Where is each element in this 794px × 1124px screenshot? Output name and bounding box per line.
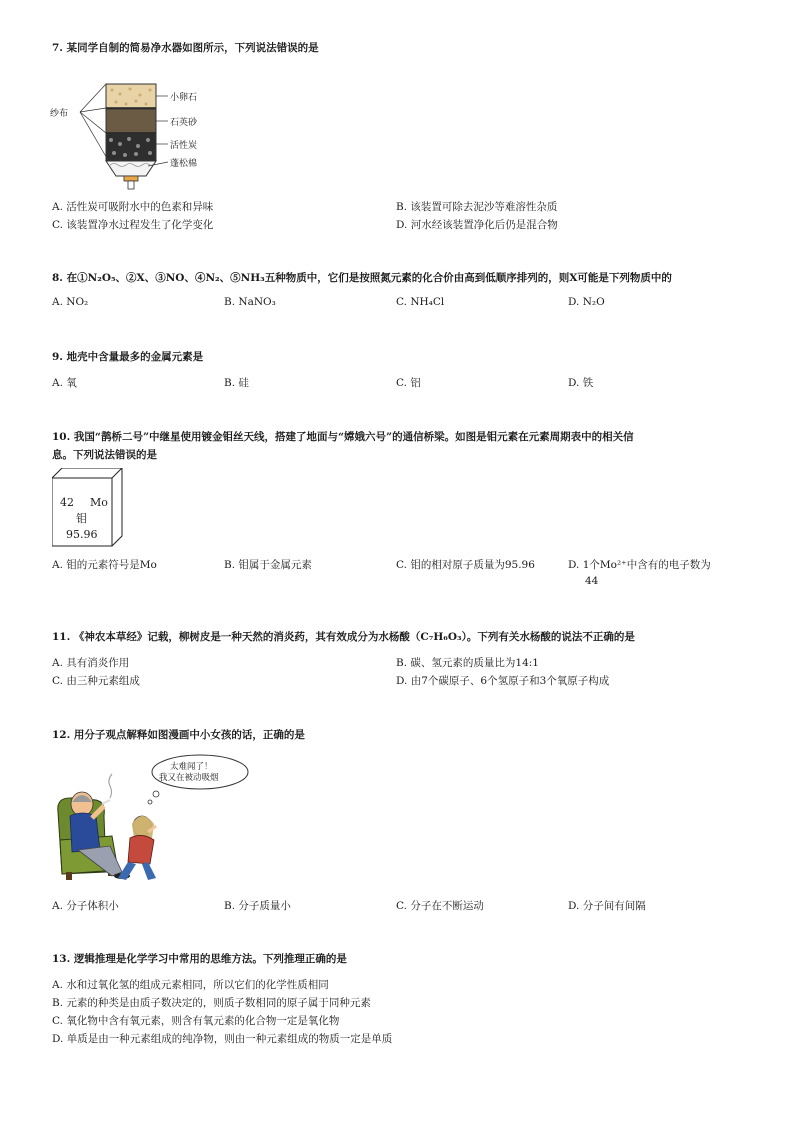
q13-option-c: C. 氧化物中含有氧元素，则含有氧元素的化合物一定是氧化物	[52, 1015, 340, 1027]
q10-stem-line1: 10. 我国“鹊桥二号”中继星使用镀金钼丝天线，搭建了地面与“嫦娥六号”的通信桥梁。如图是钼元素在元素周期表中的相关信	[52, 431, 634, 443]
q7-option-c: C. 该装置净水过程发生了化学变化	[52, 219, 214, 231]
q8-stem: 8. 在①N₂O₅、②X、③NO、④N₂、⑤NH₃五种物质中，它们是按照氮元素的化合价由高到低顺序排列的，则X可能是下列物质中的	[52, 272, 672, 284]
q11-option-a: A. 具有消炎作用	[52, 657, 130, 669]
q12-option-d: D. 分子间有间隔	[568, 900, 646, 912]
q9-option-b: B. 硅	[224, 377, 249, 389]
smoking-cartoon	[52, 752, 252, 887]
q13-option-d: D. 单质是由一种元素组成的纯净物，则由一种元素组成的物质一定是单质	[52, 1033, 393, 1045]
q7-stem: 7. 某同学自制的简易净水器如图所示，下列说法错误的是	[52, 42, 319, 54]
carbon-label: 活性炭	[170, 141, 198, 151]
element-mass: 95.96	[66, 528, 98, 541]
speech-bubble-line2: 我又在被动吸烟	[159, 773, 219, 783]
q10-option-b: B. 钼属于金属元素	[224, 559, 312, 571]
q11-stem: 11. 《神农本草经》记载，柳树皮是一种天然的消炎药，其有效成分为水杨酸（C₇H₆O₃）。下列有关水杨酸的说法不正确的是	[52, 631, 635, 643]
q11-option-c: C. 由三种元素组成	[52, 675, 140, 687]
q9-option-d: D. 铁	[568, 377, 594, 389]
q13-option-b: B. 元素的种类是由质子数决定的，则质子数相同的原子属于同种元素	[52, 997, 371, 1009]
q7-option-b: B. 该装置可除去泥沙等难溶性杂质	[396, 201, 558, 213]
q8-option-c: C. NH₄Cl	[396, 296, 445, 308]
q7-option-a: A. 活性炭可吸附水中的色素和异味	[52, 201, 214, 213]
q8-option-a: A. NO₂	[52, 296, 89, 308]
cotton-label: 蓬松棉	[170, 159, 198, 169]
q8-option-b: B. NaNO₃	[224, 296, 276, 308]
gauze-label: 纱布	[50, 109, 69, 119]
q12-stem: 12. 用分子观点解释如图漫画中小女孩的话，正确的是	[52, 729, 305, 741]
q9-option-c: C. 铝	[396, 377, 421, 389]
q12-option-a: A. 分子体积小	[52, 900, 119, 912]
speech-bubble-line1: 太难闻了！	[170, 762, 213, 772]
q13-stem: 13. 逻辑推理是化学学习中常用的思维方法。下列推理正确的是	[52, 953, 347, 965]
q10-option-d: D. 1个Mo²⁺中含有的电子数为	[568, 559, 711, 571]
element-number: 42	[60, 496, 74, 509]
q7-option-d: D. 河水经该装置净化后仍是混合物	[396, 219, 558, 231]
element-symbol: Mo	[90, 496, 108, 509]
pebble-label: 小卵石	[170, 93, 198, 103]
q11-option-b: B. 碳、氢元素的质量比为14:1	[396, 657, 539, 669]
sand-label: 石英砂	[170, 118, 198, 128]
q10-option-a: A. 钼的元素符号是Mo	[52, 559, 157, 571]
element-name: 钼	[76, 512, 87, 525]
q11-option-d: D. 由7个碳原子、6个氢原子和3个氧原子构成	[396, 675, 610, 687]
q9-stem: 9. 地壳中含量最多的金属元素是	[52, 351, 204, 363]
q12-option-b: B. 分子质量小	[224, 900, 291, 912]
q10-option-c: C. 钼的相对原子质量为95.96	[396, 559, 535, 571]
q13-option-a: A. 水和过氧化氢的组成元素相同，所以它们的化学性质相同	[52, 979, 329, 991]
q8-option-d: D. N₂O	[568, 296, 605, 308]
q10-stem-line2: 息。下列说法错误的是	[52, 449, 157, 461]
q10-option-d-line2: 44	[585, 575, 599, 587]
q12-option-c: C. 分子在不断运动	[396, 900, 484, 912]
q9-option-a: A. 氧	[52, 377, 77, 389]
